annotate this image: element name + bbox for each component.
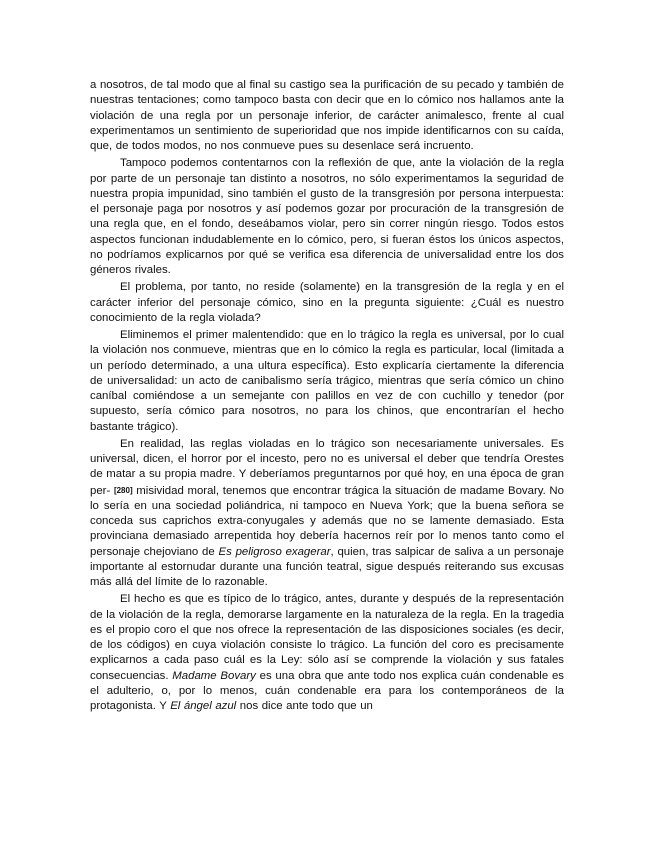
paragraph-text: , quien, tras salpicar de saliva a un personaje importante al estornudar durante una función teatral, sigue después reiterando sus excusas más allá del límite de lo razonable. bbox=[90, 545, 565, 588]
paragraph-3 bbox=[90, 280, 564, 326]
paragraph-5 bbox=[90, 437, 564, 591]
paragraph-2 bbox=[90, 156, 564, 278]
work-title-italic: Es peligroso exagerar bbox=[218, 545, 331, 558]
paragraph-text: es una obra que ante todo nos explica cuán condenable es el adulterio, o, por lo menos, cuán condenable era para los contemporáneos de la protagonista. Y bbox=[90, 669, 564, 712]
paragraph-text: El problema, por tanto, no reside (solamente) en la transgresión de la regla y en el carácter inferior del personaje cómico, sino en la pregunta siguiente: ¿Cuál es nuestro conocimiento de la regla violada? bbox=[90, 281, 564, 324]
paragraph-text: Tampoco podemos contentarnos con la reflexión de que, ante la violación de la regla por parte de un personaje tan distinto a nosotros, no sólo experimentamos la seguridad de nuestra propia impunidad, sino también el gusto de la transgresión por persona interpuesta: el personaje paga por nosotros y así podemos gozar por procuración de la transgresión de una regla que, en el fondo, deseábamos violar, pero sin correr ningún riesgo. Todos estos aspectos funcionan indudablemente en lo cómico, pero, si fueran éstos los únicos aspectos, no podríamos explicarnos por qué se verifica esa diferencia de universalidad entre los dos géneros rivales. bbox=[90, 157, 564, 276]
paragraph-text: En realidad, las reglas violadas en lo trágico son necesariamente universales. Es universal, dicen, el horror por el incesto, pero no es universal el deber que tendría Orestes de matar a su propia madre. Y deberíamos preguntarnos por qué hoy, en una época de gran per- bbox=[90, 437, 564, 497]
document-page bbox=[90, 78, 564, 717]
paragraph-text: misividad moral, tenemos que encontrar trágica la situación de madame Bovary. No lo sería en una sociedad poliándrica, ni tampoco en Nueva York; que la buena señora se conceda sus caprichos extra-conyugales y además que no se lamente demasiado. Esta provinciana demasiado arrepentida hoy debería hacernos reír por lo menos tanto como el personaje chejoviano de bbox=[90, 484, 564, 558]
paragraph-6 bbox=[90, 592, 564, 714]
work-title-italic: El ángel azul bbox=[170, 700, 237, 712]
paragraph-text: a nosotros, de tal modo que al final su castigo sea la purificación de su pecado y también de nuestras tentaciones; como tampoco basta con decir que en lo cómico nos hallamos ante la violación de una regla por un personaje inferior, de carácter animalesco, frente al cual experimentamos un sentimiento de superioridad que nos impide identificarnos con su caída, que, de todos modos, no nos conmueve pues su desenlace será incruento. bbox=[90, 79, 564, 152]
paragraph-text: nos dice ante todo que un bbox=[236, 700, 373, 712]
work-title-italic: Madame Bovary bbox=[172, 669, 256, 682]
page-number-marker: [280] bbox=[113, 485, 133, 495]
paragraph-text: Eliminemos el primer malentendido: que en lo trágico la regla es universal, por lo cual la violación nos conmueve, mientras que en lo cómico la regla es particular, local (limitada a un período determinado, a una ultura específica). Esto explicaría ciertamente la diferencia de universalidad: un acto de canibalismo sería trágico, mientras que sería cómico un chino caníbal comiéndose a un semejante con palillos en vez de con cuchillo y tenedor (por supuesto, sería cómico para nosotros, no para los chinos, que encontrarían el hecho bastante trágico). bbox=[90, 329, 564, 433]
paragraph-4 bbox=[90, 328, 564, 435]
paragraph-1 bbox=[90, 78, 564, 154]
paragraph-text: El hecho es que es típico de lo trágico, antes, durante y después de la representación de la violación de la regla, demorarse largamente en la naturaleza de la regla. En la tragedia es el propio coro el que nos ofrece la representación de las disposiciones sociales (es decir, de los códigos) en cuya violación consiste lo trágico. La función del coro es precisamente explicarnos a cada paso cuál es la Ley: sólo así se comprende la violación y sus fatales consecuencias. bbox=[90, 593, 564, 682]
